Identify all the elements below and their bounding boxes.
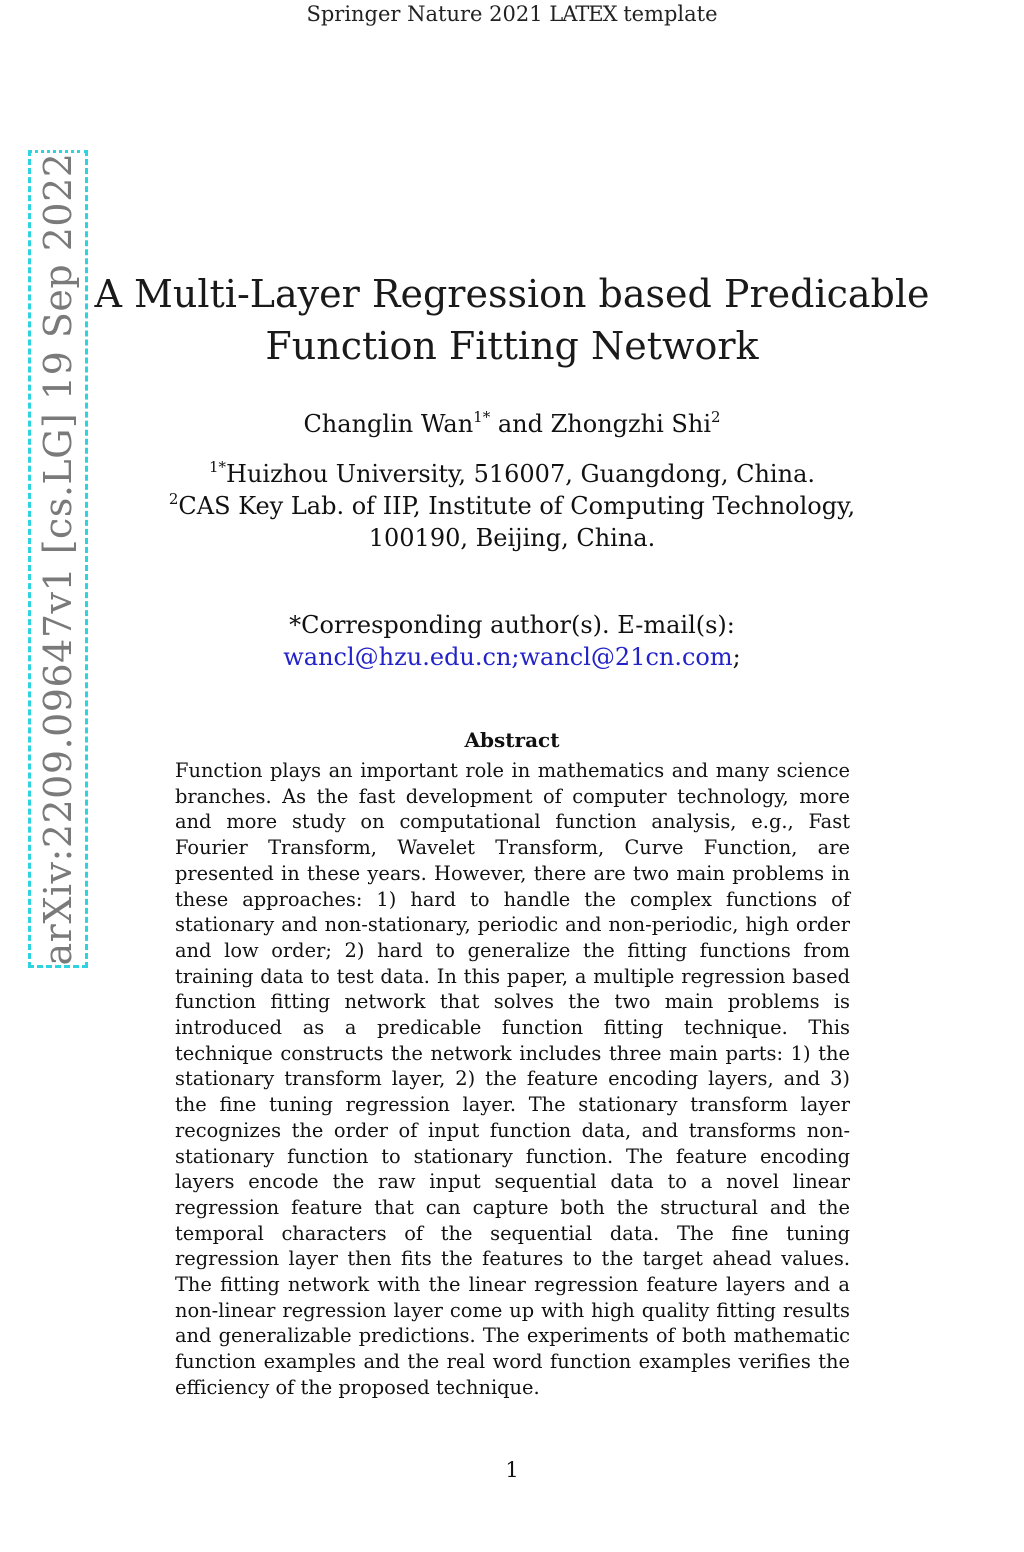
email-line: wancl@hzu.edu.cn;wancl@21cn.com; [283,643,741,671]
abstract-body: Function plays an important role in mathematics and many science branches. As the fast development of computer technology, more and more study on computational function analysis, e.g., Fast Fourier Transform, Wavelet Transform, Curve Function, are presented in these years. However, there are two main problems in these approaches: 1) hard to handle the complex functions of stationary and non-stationary, periodic and non-periodic, high order and low order; 2) hard to generalize the fitting functions from training data to test data. In this paper, a multiple regression based function fitting network that solves the two main problems is introduced as a predicable function fitting technique. This technique constructs the network includes three main parts: 1) the stationary transform layer, 2) the feature encoding layers, and 3) the fine tuning regression layer. The stationary transform layer recognizes the order of input function data, and transforms nonstationary function to stationary function. The feature encoding layers encode the raw input sequential data to a novel linear regression feature that can capture both the structural and the temporal characters of the sequential data. The fine tuning regression layer then fits the features to the target ahead values. The fitting network with the linear regression feature layers and a non-linear regression layer come up with high quality fitting results and generalizable predictions. The experiments of both mathematic function examples and the real word function examples verifies the efficiency of the proposed technique. [175,759,850,1399]
paper-title: A Multi-Layer Regression based Predicable Function Fitting Network [94,272,930,368]
corresponding-author-label: *Corresponding author(s). E-mail(s): [289,611,735,639]
email-link[interactable]: wancl@hzu.edu.cn;wancl@21cn.com [283,643,733,671]
arxiv-identifier: arXiv:2209.09647v1 [cs.LG] 19 Sep 2022 [36,152,80,966]
page-number: 1 [505,1458,519,1482]
affiliation-1: $^{1*}$Huizhou University, 516007, Guangdong, China. [208,458,816,488]
affiliation-2-cont: 100190, Beijing, China. [368,524,656,552]
affiliation-2: $^2$CAS Key Lab. of IIP, Institute of Computing Technology, [168,490,856,520]
latex-logo: LATEX [549,2,617,26]
author-list: Changlin Wan$^{1*}$ and Zhongzhi Shi$^2$ [303,408,721,438]
abstract-heading: Abstract [464,728,560,752]
running-header: Springer Nature 2021 LATEX template [306,2,718,26]
